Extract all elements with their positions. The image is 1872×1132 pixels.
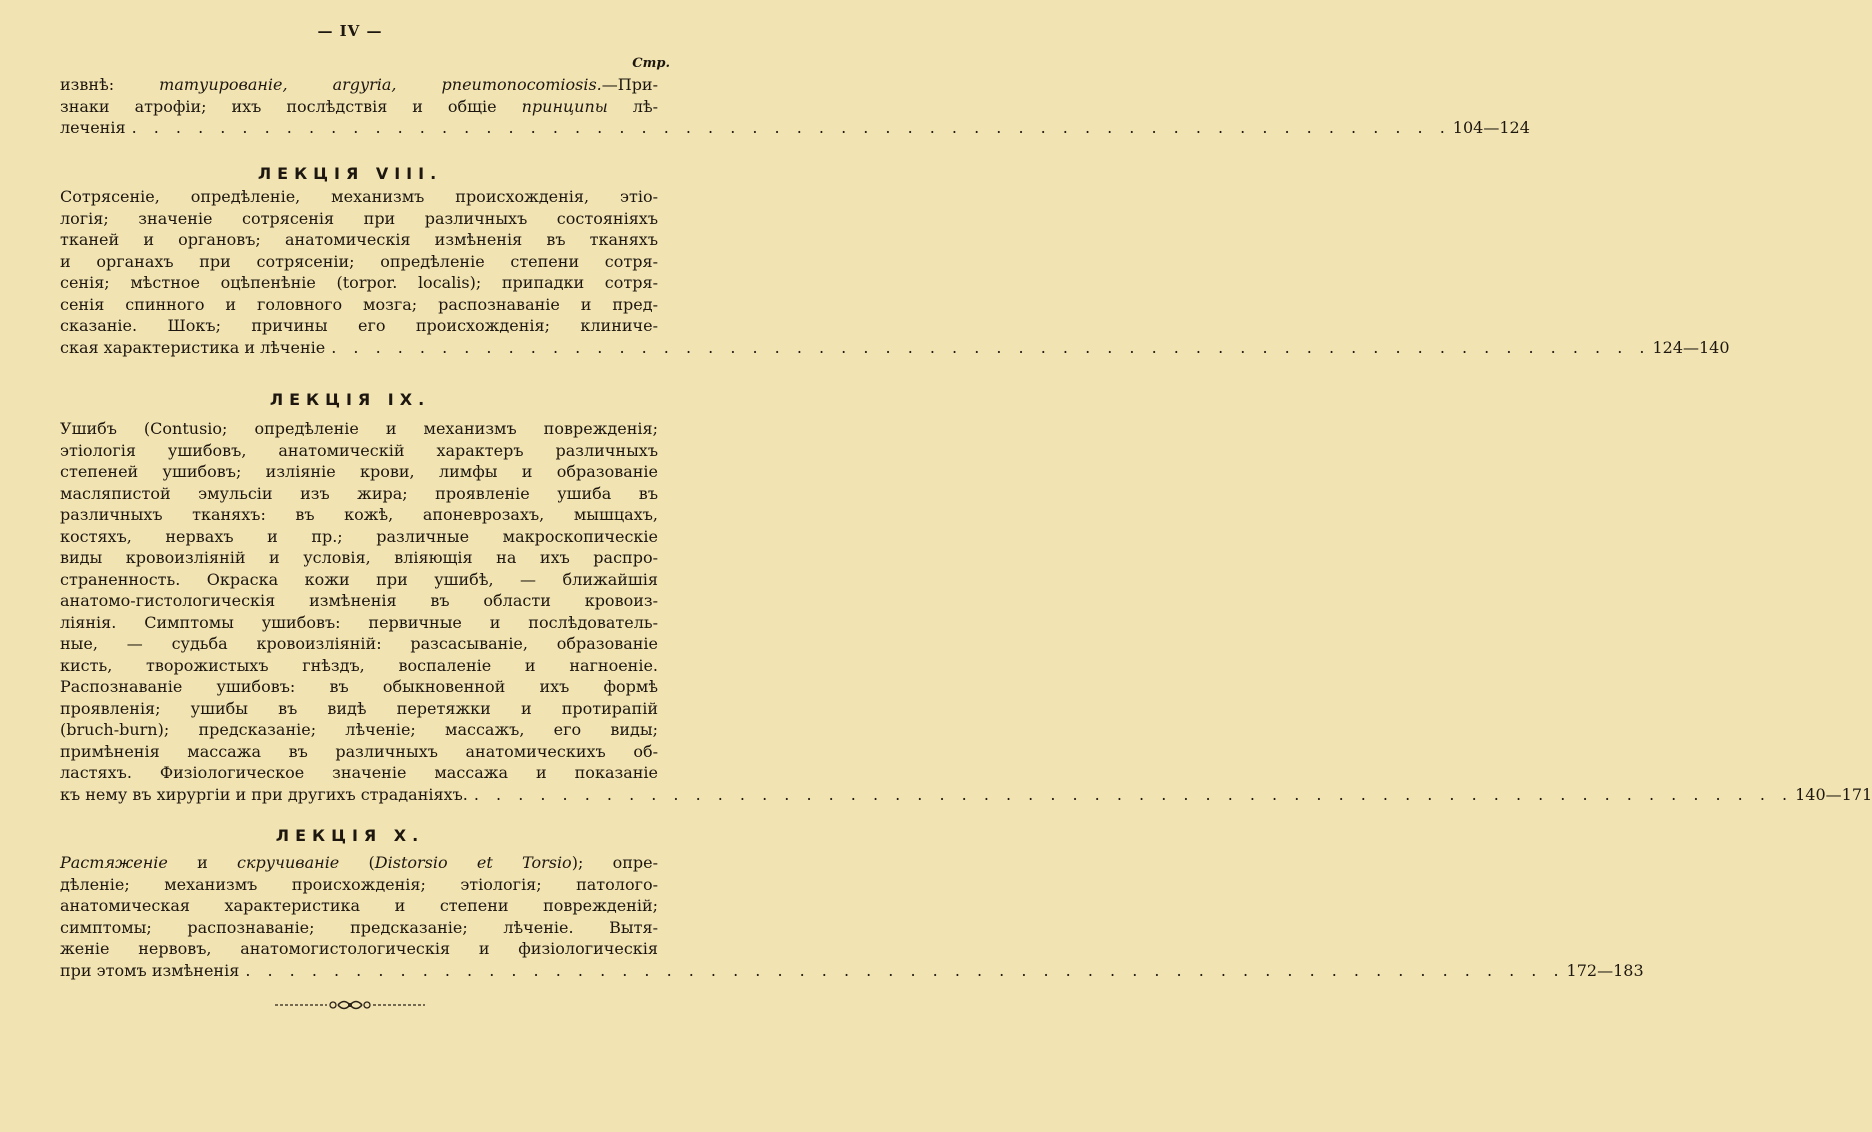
lecture-10-heading: ЛЕКЦІЯ X. xyxy=(275,826,425,845)
entry-final-line xyxy=(60,784,1872,806)
text-line: ліянія. Симптомы ушибовъ: первичные и послѣдователь- xyxy=(60,612,658,632)
text-line: и органахъ при сотрясеніи; опредѣленіе степени сотря- xyxy=(60,251,658,271)
text-line: сказаніе. Шокъ; причины его происхожденія; клиниче- xyxy=(60,316,658,335)
text-line: этіологія ушибовъ, анатомическій характеръ различныхъ xyxy=(60,440,658,460)
lecture-8-contents xyxy=(60,186,1730,358)
text-line: знаки атрофіи; ихъ послѣдствія и общіе принципы лѣ- xyxy=(60,96,659,116)
text-line: Ушибъ (Contusio; опредѣленіе и механизмъ поврежденія; xyxy=(60,419,658,438)
page-range: 140—171 xyxy=(1795,784,1872,804)
text-line: Растяженіе и скручиваніе (Distorsio et Torsio); опре- xyxy=(60,853,659,872)
intro-entry xyxy=(60,74,1530,139)
end-ornament xyxy=(0,994,700,1013)
dot-leader: . . . . . . . . . . . . . . . . . . . . . . . . . . . . . . . . . . . . . . . . . . . . . . . . . . . . . . . . . . . . xyxy=(131,118,1451,137)
text-line: примѣненія массажа въ различныхъ анатомическихъ об- xyxy=(60,741,658,761)
lecture-9-contents xyxy=(60,418,1872,805)
text-line: дѣленіе; механизмъ происхожденія; этіологія; патолого- xyxy=(60,874,658,894)
dot-leader: . . . . . . . . . . . . . . . . . . . . . . . . . . . . . . . . . . . . . . . . . . . . . . . . . . . . . . . . . . . . xyxy=(473,784,1794,804)
text-line: анатомическая характеристика и степени поврежденій; xyxy=(60,896,658,915)
text-line: проявленія; ушибы въ видѣ перетяжки и протирапій xyxy=(60,698,658,718)
text-line: анатомо-гистологическія измѣненія въ области кровоиз- xyxy=(60,591,658,610)
entry-final-line xyxy=(60,117,1530,139)
pages-column-header: Стр. xyxy=(632,56,670,71)
text-line: женіе нервовъ, анатомогистологическія и физіологическія xyxy=(60,939,658,958)
lecture-8-heading: ЛЕКЦІЯ VIII. xyxy=(257,164,443,183)
text-line: симптомы; распознаваніе; предсказаніе; лѣченіе. Вытя- xyxy=(60,917,658,937)
text-line: извнѣ: татуированіе, argyria, pneumonocomiosis.—При- xyxy=(60,75,658,94)
text-line: Сотрясеніе, опредѣленіе, механизмъ происхожденія, этіо- xyxy=(60,187,658,206)
entry-final-text: при этомъ измѣненія xyxy=(60,960,240,980)
text-line: виды кровоизліяній и условія, вліяющія на ихъ распро- xyxy=(60,548,658,567)
text-line: ластяхъ. Физіологическое значеніе массажа и показаніе xyxy=(60,763,658,782)
text-line: степеней ушибовъ; изліяніе крови, лимфы и образованіе xyxy=(60,462,658,481)
text-line: сенія; мѣстное оцѣпенѣніе (torpor. localis); припадки сотря- xyxy=(60,273,658,292)
entry-final-text: леченія xyxy=(60,118,126,137)
text-line: страненность. Окраска кожи при ушибѣ, — ближайшія xyxy=(60,569,658,589)
lecture-10-contents xyxy=(60,852,1644,981)
lecture-9-heading: ЛЕКЦІЯ IX. xyxy=(269,390,431,409)
page-number: — IV — xyxy=(317,22,383,40)
text-line: логія; значеніе сотрясенія при различныхъ состояніяхъ xyxy=(60,208,658,228)
page-range: 104—124 xyxy=(1452,118,1530,137)
flourish-icon xyxy=(275,997,425,1013)
text-line: масляпистой эмульсіи изъ жира; проявленіе ушиба въ xyxy=(60,483,658,503)
text-line: различныхъ тканяхъ: въ кожѣ, апоневрозахъ, мышцахъ, xyxy=(60,505,658,524)
text-line: кисть, творожистыхъ гнѣздъ, воспаленіе и нагноеніе. xyxy=(60,655,658,675)
entry-final-text: ская характеристика и лѣченіе xyxy=(60,337,326,357)
dot-leader: . . . . . . . . . . . . . . . . . . . . . . . . . . . . . . . . . . . . . . . . . . . . . . . . . . . . . . . . . . . . xyxy=(245,960,1565,980)
text-line: тканей и органовъ; анатомическія измѣненія въ тканяхъ xyxy=(60,230,658,249)
text-line: Распознаваніе ушибовъ: въ обыкновенной ихъ формѣ xyxy=(60,677,658,696)
entry-final-text: къ нему въ хирургіи и при другихъ страданіяхъ. xyxy=(60,784,468,804)
text-line: ные, — судьба кровоизліяній: разсасываніе, образованіе xyxy=(60,634,658,653)
dot-leader: . . . . . . . . . . . . . . . . . . . . . . . . . . . . . . . . . . . . . . . . . . . . . . . . . . . . . . . . . . . . xyxy=(331,337,1651,357)
text-line: костяхъ, нервахъ и пр.; различные макроскопическіе xyxy=(60,526,658,546)
text-line: (bruch-burn); предсказаніе; лѣченіе; массажъ, его виды; xyxy=(60,720,658,739)
page-range: 172—183 xyxy=(1566,960,1644,980)
text-line: сенія спинного и головного мозга; распознаваніе и пред- xyxy=(60,294,658,314)
entry-final-line xyxy=(60,960,1644,982)
page-range: 124—140 xyxy=(1652,337,1730,357)
entry-final-line xyxy=(60,337,1730,359)
